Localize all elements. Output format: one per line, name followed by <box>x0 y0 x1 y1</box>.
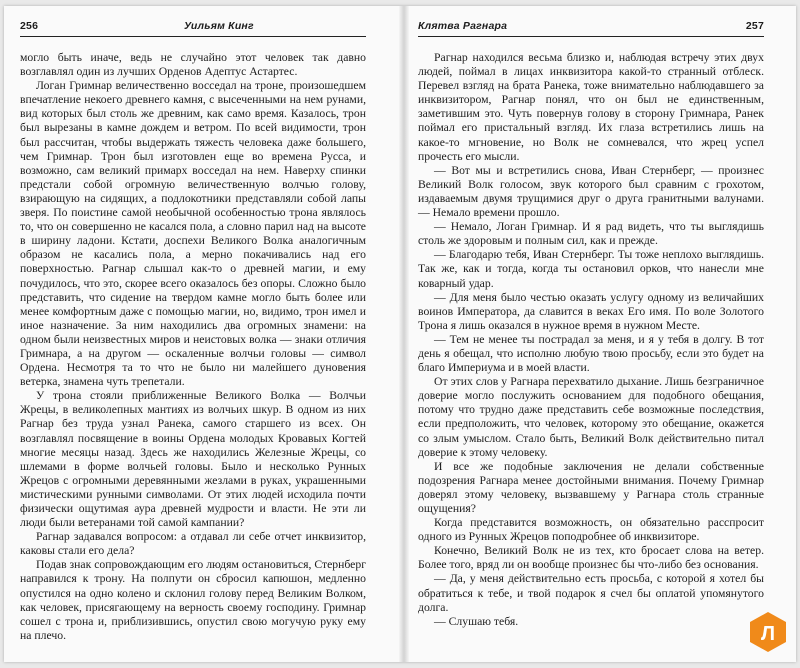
paragraph: У трона стояли приближенные Великого Волка — Волчьи Жрецы, в великолепных мантиях из волчьих шкур. В одном из них Рагнар без труда узнал Ранека, самого старшего из всех. Он возглавлял посвящение в воины Ордена молодых Кровавых Когтей многие месяцы назад. Здесь же находились Железные Жрецы, со шлемами в форме волчьей головы. Было и несколько Рунных Жрецов с огромными деревянными жезлами в руках, украшенными мистическими рунными символами. От этих людей исходила почти физически ощутимая аура древней мудрости и власти. Не эти ли люди были ветеранами той самой кампании? <box>20 389 366 530</box>
paragraph: От этих слов у Рагнара перехватило дыхание. Лишь безграничное доверие могло послужить основанием для подобного обещания, потому что трудно даже представить себе возможные последствия, если предположить, что человек, которому это обещание, окажется со злым умыслом. Стало быть, Великий Волк действительно питал доверие к этому человеку. <box>418 375 764 459</box>
publisher-logo-icon <box>748 610 788 654</box>
paragraph: Когда представится возможность, он обязательно расспросит одного из Рунных Жрецов поподробнее об инквизиторе. <box>418 516 764 544</box>
right-page-header <box>418 18 764 37</box>
right-page <box>418 18 764 629</box>
dialogue-line: — Вот мы и встретились снова, Иван Стернберг, — произнес Великий Волк голосом, звук которого был сравним с грохотом, издаваемым двумя трущимися друг о друга гранитными валунами. — Немало времени прошло. <box>418 163 764 220</box>
left-page-header <box>20 18 366 37</box>
dialogue-line: — Благодарю тебя, Иван Стернберг. Ты тоже неплохо выглядишь. Так же, как и тогда, когда ты остановил орков, что нанесли мне коварный удар. <box>418 248 764 290</box>
left-running-head: Уильям Кинг <box>184 20 254 32</box>
dialogue-line: — Для меня было честью оказать услугу одному из величайших воинов Императора, да славится в веках Его имя. По воле Золотого Трона я лишь оказался в нужное время в нужном Месте. <box>418 290 764 332</box>
right-running-head: Клятва Рагнара <box>418 20 508 32</box>
dialogue-line: — Тем не менее ты пострадал за меня, и я у тебя в долгу. В тот день я обещал, что исполню любую твою просьбу, если это будет на благо Империума и в моей власти. <box>418 332 764 375</box>
left-page <box>20 18 366 643</box>
paragraph: Рагнар находился весьма близко и, наблюдая встречу этих двух людей, поймал в лицах инквизитора какой-то странный отблеск. Перевел взгляд на брата Ранека, тоже внимательно наблюдавшего за инквизитором, Рагнар понял, что он был не единственным, заметившим это. Чуть повернув голову в сторону Гримнара, Ранек поймал его пристальный взгляд. Их глаза встретились лишь на какое-то мгновение, но Волк не сомневался, что жрец успел прочесть его мысли. <box>418 51 764 163</box>
right-page-number: 257 <box>745 20 764 32</box>
left-page-number: 256 <box>20 20 39 32</box>
right-page-text <box>418 51 764 629</box>
dialogue-line: — Да, у меня действительно есть просьба, с которой я хотел бы обратиться к тебе, и твой подарок я счел бы оплатой упомянутого долга. <box>418 572 764 614</box>
paragraph: Рагнар задавался вопросом: а отдавал ли себе отчет инквизитор, каковы стали его дела? <box>20 530 366 558</box>
book-spread <box>4 6 796 662</box>
paragraph: Подав знак сопровождающим его людям остановиться, Стернберг направился к трону. На полпути он сбросил капюшон, медленно опустился на одно колено и склонил голову перед Великим Волком, как человек, присягающему на верность своему господину. Гримнар сошел с трона и, приблизившись, опустил свою могучую руку ему на плечо. <box>20 558 366 642</box>
book-gutter <box>399 6 409 662</box>
paragraph: Конечно, Великий Волк не из тех, кто бросает слова на ветер. Более того, вряд ли он вообще произнес бы что-либо без основания. <box>418 544 764 572</box>
paragraph: И все же подобные заключения не делали собственные подозрения Рагнара менее достойными внимания. Почему Гримнар доверял этому человеку, вызвавшему у Рагнара столь странные ощущения? <box>418 459 764 515</box>
paragraph: могло быть иначе, ведь не случайно этот человек так давно возглавлял один из лучших Орденов Адептус Астартес. <box>20 51 366 79</box>
paragraph: Логан Гримнар величественно восседал на троне, произошедшем впечатление некоего древнего камня, с высеченными на нем рунами, вид которых был столь же древним, как само время. Казалось, трон был вырезаны в камне дождем и ветром. По всей видимости, трон был рассчитан, чтобы выдержать тяжесть человека даже большего, чем Гримнар. Трон был изготовлен еще во времена Русса, и возможно, сам великий примарх восседал на нем. Наверху спинки предстали собой огромную величественную волчью голову, взирающую на сидящих, а подлокотники представляли собой лапы зверя. По поистине самой необычной особенностью трона являлось то, что он совершенно не касался пола, а словно парил над на высоте в ширину ладони. Кстати, доспехи Великого Волка аналогичным образом не касались пола, а мерно покачивались над его поверхностью. Рагнар слышал как-то о древней магии, и ему почудилось, что это, скорее всего оказалось без опоры. Сложно было представить, что сидение на твердом камне могло быть более или менее комфортным даже с помощью магии, но, видимо, трон имел и иное назначение. За ним находились два огромных знамени: на одном были неизвестных миров и неистовых волка — знаки отличия Гримнара, а на другом — оскаленные волчьи головы — символ Ордена. Несмотря та то что не было ни малейшего дуновения ветерка, знамена чуть трепетали. <box>20 79 366 389</box>
dialogue-line: — Немало, Логан Гримнар. И я рад видеть, что ты выглядишь столь же здоровым и полным сил, как и прежде. <box>418 220 764 248</box>
dialogue-line: — Слушаю тебя. <box>434 614 519 628</box>
logo-letter: Л <box>760 623 776 645</box>
left-page-text <box>20 51 366 643</box>
